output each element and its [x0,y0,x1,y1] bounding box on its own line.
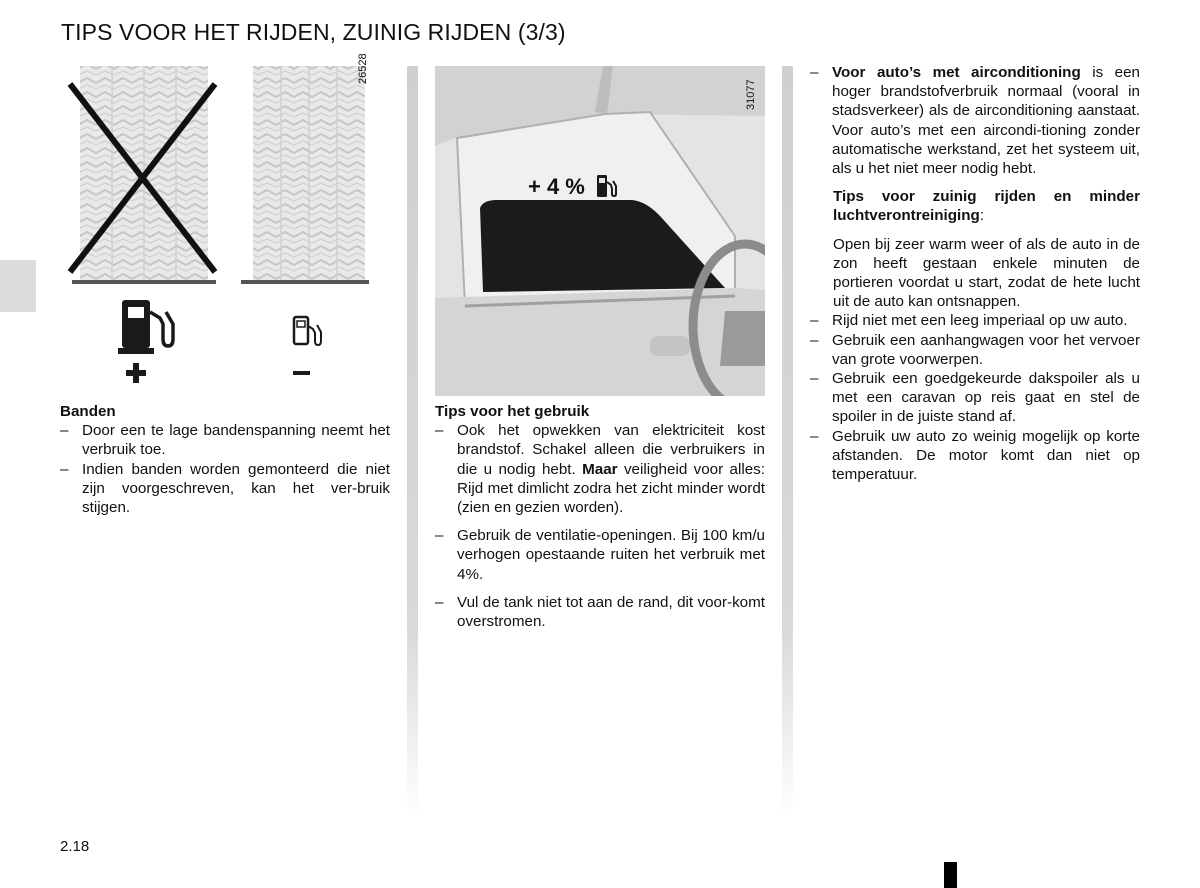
page-corner-mark [944,862,957,888]
list-item [810,63,1140,178]
list-item: – Rijd niet met een leeg imperiaal op uw auto. [810,311,1140,330]
page-title: TIPS VOOR HET RIJDEN, ZUINIG RIJDEN (3/3) [61,19,566,45]
bold-text: Voor auto’s met airconditioning [832,64,1081,81]
list-item: – Door een te lage bandenspanning neemt het verbruik toe. [60,421,390,459]
list-item [435,421,765,517]
text-span: Ook het opwekken van elektriciteit kost brandstof. Schakel alleen die verbruikers in die u nodig hebt. [457,422,765,478]
text-span: veiligheid voor alles: Rijd met dimlicht zodra het zicht minder wordt (zien en gezien worden). [457,460,765,517]
minus-icon [293,371,310,375]
bold-text: Maar [582,460,618,478]
chapter-tab [0,260,36,312]
section-heading: Banden [60,403,116,420]
correct-tyre [241,66,369,284]
tips-heading [810,187,1140,225]
text-span: is een hoger brandstofverbruik normaal (vooral in stadsverkeer) als de airconditioning aanstaat. Voor auto’s met een aircondi-tioning zonder automatische werkstand, zet het systeem uit, als u het niet meer nodig hebt. [832,64,1140,178]
figure-reference: 26528 [357,53,369,84]
fuel-pump-icon [118,300,173,354]
figure-reference: 31077 [745,79,757,110]
tyre-figure [60,62,395,392]
list-item: – Gebruik uw auto zo weinig mogelijk op korte afstanden. De motor komt dan niet op temperatuur. [810,427,1140,485]
list-item: – Gebruik een aanhangwagen voor het vervoer van grote voorwerpen. [810,331,1140,369]
column-usage [435,402,765,640]
list-item: – Gebruik de ventilatie-openingen. Bij 100 km/u verhogen opestaande ruiten het verbruik met 4%. [435,526,765,584]
text-span: : [979,207,985,225]
column-airco [810,63,1140,484]
column-tyres [60,402,390,517]
list-item: – Gebruik een goedgekeurde dakspoiler als u met een caravan op reis gaat en stel de spoiler in de juiste stand af. [810,369,1140,427]
column-separator [407,66,418,816]
tips-intro: Open bij zeer warm weer of als de auto in de zon heeft gestaan enkele minuten de portieren voordat u start, zodat de hete lucht uit de auto kan ontsnappen. [833,235,1140,311]
column-separator [782,66,793,816]
plus-icon [126,363,146,383]
list-item: – Vul de tank niet tot aan de rand, dit voor-komt overstromen. [435,593,765,631]
window-figure [435,66,765,396]
percent-label: + 4 % [528,174,585,199]
list-item: – Indien banden worden gemonteerd die niet zijn voorgeschreven, kan het ver-bruik stijgen. [60,460,390,518]
section-heading: Tips voor het gebruik [435,403,590,420]
page-number: 2.18 [60,838,90,855]
fuel-pump-icon [294,317,321,345]
bold-text: Tips voor zuinig rijden en minder luchtverontreiniging [833,188,1140,225]
